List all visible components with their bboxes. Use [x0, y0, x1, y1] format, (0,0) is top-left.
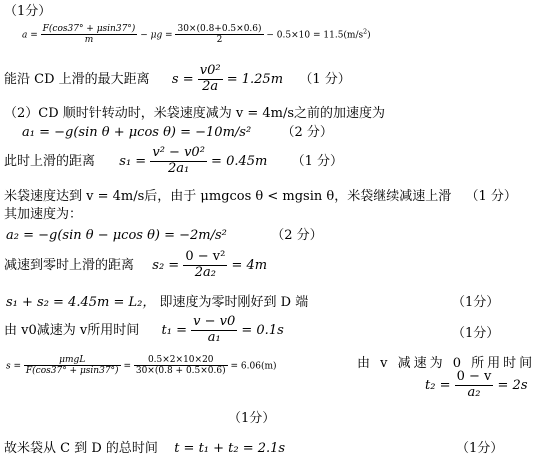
score-mark: （1 分）: [299, 71, 351, 87]
eq: a₁ = −g(sin θ + μcos θ) = −10m/s²: [22, 125, 252, 140]
equation-s: s = $\frac{\text{μmgL}}{F(\cos 37^\circ + \mu\sin 37^\circ)}$ = $\frac{0.5\times 2\times 10\times 20}{30\times(0.8 + 0.5\times 0.6)}$ = 6.06(m): [6, 355, 277, 377]
line-text: 减速到零时上滑的距离: [4, 257, 135, 273]
fraction-numerator: v − v0: [193, 314, 236, 329]
line-distance-s1: [4, 146, 343, 177]
eq-result-end: ): [367, 30, 371, 41]
fraction-numerator: 0.5×2×10×20: [134, 355, 228, 366]
line-time-t1: [4, 315, 284, 346]
score-mark: （1 分）: [291, 153, 344, 169]
score-mark: （1分）: [452, 295, 500, 310]
eq-lhs: s =: [171, 71, 194, 87]
fraction-numerator: v0²: [199, 63, 221, 78]
line-accel-label: 其加速度为：: [4, 207, 83, 222]
fraction-denominator: 2a₂: [194, 264, 216, 280]
eq-lhs: a =: [22, 30, 38, 41]
line-time-t2-text: 由 v 减速为 0 所用时间: [357, 356, 536, 371]
fraction-denominator: 2a: [202, 78, 219, 94]
fraction-symbolic: [24, 355, 121, 377]
line-text: 故米袋从 C 到 D 的总时间: [4, 441, 158, 456]
line-text: 能沿 CD 上滑的最大距离: [4, 71, 150, 87]
fraction-denominator: 2: [216, 35, 223, 46]
line-accel-a1: [22, 121, 333, 140]
line-text: 即速度为零时刚好到 D 端: [159, 295, 309, 310]
eq-lhs: t₂ =: [425, 377, 451, 393]
eq-result: = 1.25m: [226, 71, 284, 87]
fraction-denominator: m: [84, 35, 94, 46]
fraction-numerator: 0 − v²: [185, 249, 226, 264]
fraction-numerator: 0 − v: [456, 369, 492, 384]
score-mark: （1分）: [456, 441, 504, 456]
fraction-denominator: 2a₁: [168, 160, 190, 176]
score-mark: （2 分）: [281, 125, 333, 140]
line-reach-d: [6, 291, 308, 310]
fraction-numeric: [134, 355, 228, 377]
fraction-numeric: [175, 24, 263, 46]
eq-lhs: s₂ =: [152, 257, 180, 273]
line-max-distance: [4, 64, 351, 95]
line-accel-a2: [6, 224, 323, 243]
score-mark: （1分）: [4, 4, 52, 19]
line-text: 由 v0减速为 v所用时间: [4, 322, 140, 338]
equation-acceleration: a = $\frac{F(\cos 37^\circ + \mu\sin 37^\circ)}{m}$ − μg = $\frac{30\times(0.8+0.5\times 0.6)}{2}$ − $0.5\times 10 = 11.5(m/s^2)$: [22, 24, 371, 46]
eq-result: = 0.45m: [211, 153, 268, 169]
fraction-numerator: v² − v0²: [152, 145, 205, 160]
fraction-denominator: a₂: [467, 384, 481, 400]
eq-mid: − μg =: [140, 30, 173, 41]
fraction-force: [41, 24, 138, 46]
line-continue-decel: [4, 185, 517, 204]
eq-lhs: s =: [6, 361, 22, 372]
line-total-time: [4, 437, 285, 456]
eq-result: − 0.5×10 = 11.5(m/s: [266, 30, 364, 41]
score-mark: （2 分）: [271, 228, 323, 243]
fraction: [455, 370, 494, 401]
eq-result: = 2s: [497, 377, 528, 393]
line-part2: （2）CD 顺时针转动时，米袋速度减为 v = 4m/s之前的加速度为: [4, 106, 386, 121]
fraction: [198, 64, 223, 95]
fraction: [191, 315, 237, 346]
eq: s₁ + s₂ = 4.45m = L₂，: [6, 295, 156, 310]
fraction-denominator: 30×(0.8 + 0.5×0.6): [135, 366, 226, 377]
fraction: [183, 250, 227, 281]
score-mark: （1 分）: [465, 189, 517, 204]
fraction-denominator: a₁: [207, 329, 221, 345]
eq-result: = 6.06(m): [230, 361, 277, 372]
eq-lhs: t₁ =: [161, 322, 187, 338]
eq-result: = 0.1s: [241, 322, 284, 338]
score-mark: （1分）: [452, 326, 500, 341]
fraction: [150, 146, 207, 177]
fraction-numerator: μmgL: [24, 355, 121, 366]
line-text: 米袋速度达到 v = 4m/s后，由于 μmgcos θ < mgsin θ，米袋继续减速上滑: [4, 189, 452, 204]
fraction-numerator: 30×(0.8+0.5×0.6): [177, 24, 262, 34]
line-distance-s2: [4, 250, 267, 281]
line-text: 此时上滑的距离: [4, 153, 96, 169]
equation-t2: [425, 370, 528, 401]
fraction-numerator: F(cos37° + μsin37°): [42, 24, 136, 34]
score-mark: （1分）: [228, 411, 276, 426]
eq: a₂ = −g(sin θ − μcos θ) = −2m/s²: [6, 228, 227, 243]
fraction-denominator: F(cos37° + μsin37°): [25, 366, 119, 377]
eq: t = t₁ + t₂ = 2.1s: [174, 441, 286, 456]
eq-lhs: s₁ =: [119, 153, 147, 169]
eq-result: = 4m: [231, 257, 268, 273]
